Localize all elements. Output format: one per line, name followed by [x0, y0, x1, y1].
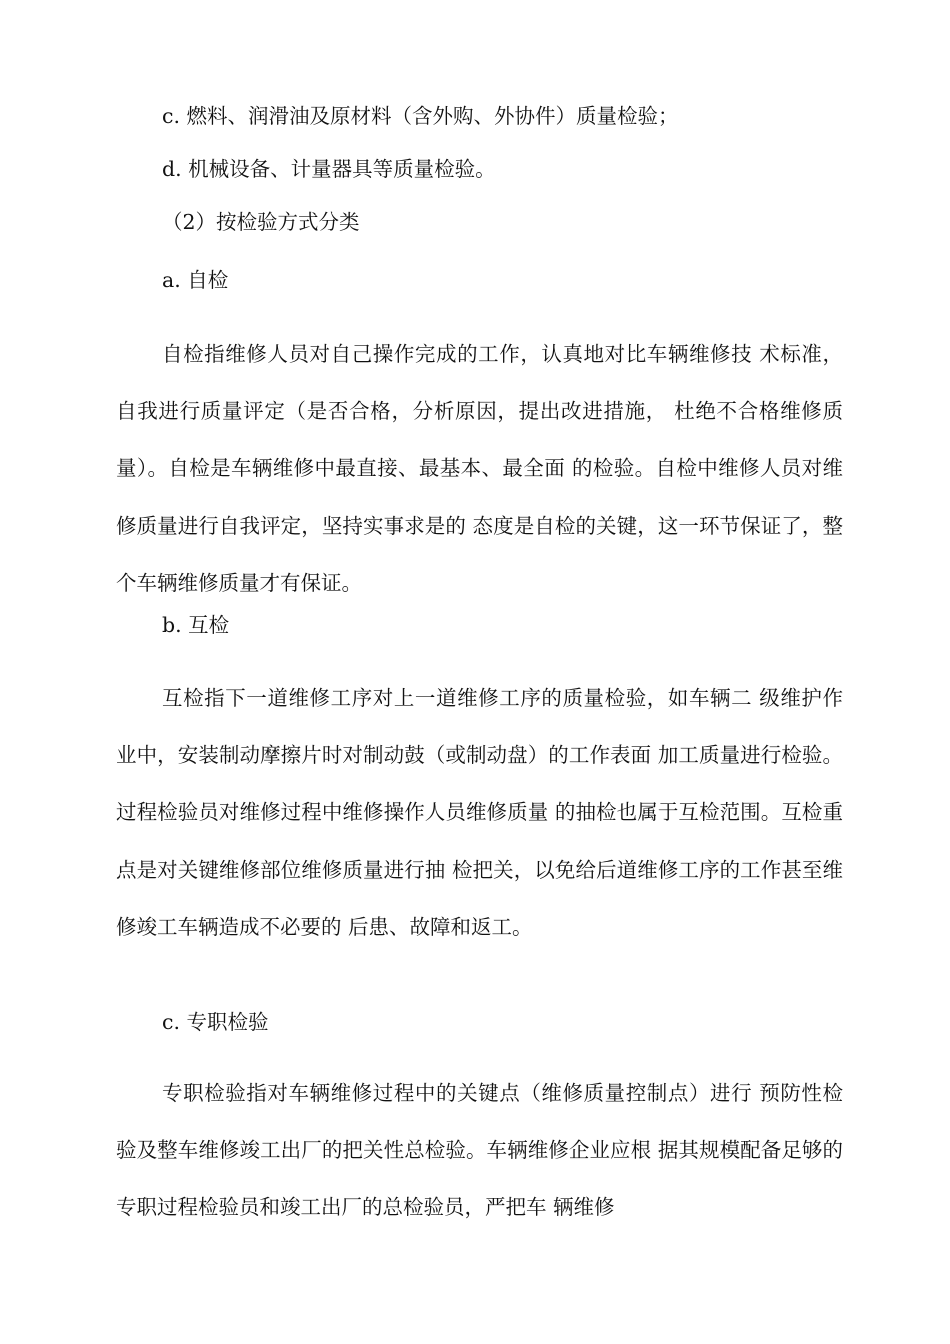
section-heading-inspection-method: （2）按检验方式分类 — [162, 210, 360, 234]
subheading-self-check: a. 自检 — [162, 268, 229, 292]
paragraph-mutual-check: 互检指下一道维修工序对上一道维修工序的质量检验，如车辆二 级维护作业中，安装制动摩擦片时对制动鼓（或制动盘）的工作表面 加工质量进行检验。过程检验员对维修过程中维修操作人员维修质量 的抽检也属于互检范围。互检重点是对关键维修部位维修质量进行抽 检把关，以免给后道维修工序的工作甚至维修竣工车辆造成不必要的 后患、故障和返工。 — [116, 686, 843, 939]
subheading-dedicated-check: c. 专职检验 — [162, 1010, 269, 1034]
list-item-materials-inspection: c. 燃料、润滑油及原材料（含外购、外协件）质量检验； — [162, 104, 679, 128]
subheading-mutual-check: b. 互检 — [162, 613, 230, 637]
paragraph-self-check: 自检指维修人员对自己操作完成的工作，认真地对比车辆维修技 术标准，自我进行质量评定（是否合格，分析原因，提出改进措施， 杜绝不合格维修质量）。自检是车辆维修中最直接、最基本、最全面 的检验。自检中维修人员对维修质量进行自我评定，坚持实事求是的 态度是自检的关键，这一环节保证了，整个车辆维修质量才有保证。 — [116, 342, 843, 595]
paragraph-dedicated-check: 专职检验指对车辆维修过程中的关键点（维修质量控制点）进行 预防性检验及整车维修竣工出厂的把关性总检验。车辆维修企业应根 据其规模配备足够的专职过程检验员和竣工出厂的总检验员，严把车 辆维修 — [116, 1081, 843, 1220]
list-item-equipment-inspection: d. 机械设备、计量器具等质量检验。 — [162, 157, 496, 181]
